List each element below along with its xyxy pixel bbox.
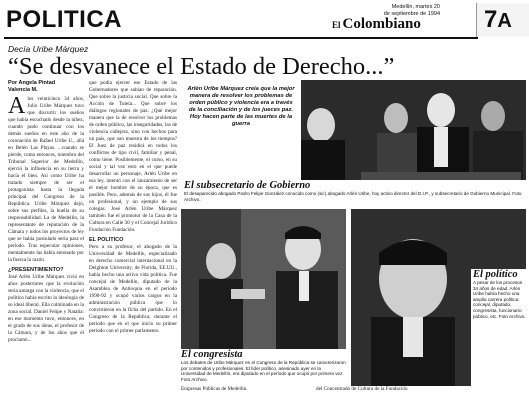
column-2-text-2: Pero a su profesor, el abogado de la Universidad de Medellín, especializado en derecho comercial internacional en la Deighton University, de Florida, EE.UU., había hecho una activa vida política. Fue concejal de Medellín, diputado de la Asamblea de Antioquia en el período 1990-92 y ocupó varios cargos en la administración pública que lo convirtieron en la ficha del partido. En el Congreso de la República, durante el período que en el que inicio su primer periodo con el primer parlamento.: [89, 244, 177, 334]
photo-subsecretario-caption: [181, 180, 526, 204]
caption-title-congresista: El congresista: [181, 349, 243, 360]
photo-subsecretario: [181, 80, 526, 204]
photo-politico: [351, 209, 526, 386]
page-number-digit: 7: [484, 6, 498, 33]
page-number: [484, 6, 512, 34]
photo-politico-caption: [471, 269, 526, 386]
article-byline: [8, 80, 55, 94]
column-2-subhead: EL POLITICO: [89, 237, 124, 243]
column-1-text-2: José Arlén Uribe Márquez vivió en años posteriores que la evolución sería amarga con la violencia, que el político había escrito la ideología de su ideal liberal. Ella culminada en la zona social, Daniel Felipe y Natalia: en ese momento tuvo, entonces, en el grado de sus ideas, el profesor de la Cámara, y de los años que él proclamó...: [8, 274, 84, 343]
drop-cap: A: [8, 96, 26, 119]
pullquote-box: [181, 80, 301, 180]
page-number-letter: A: [497, 10, 512, 32]
photo-congresista: [181, 209, 346, 386]
newspaper-name: [332, 16, 421, 33]
column-1-subhead: ¿PRESENTIMIENTO?: [8, 267, 64, 273]
newspaper-title: Colombiano: [342, 16, 421, 32]
newspaper-prefix: El: [332, 20, 341, 30]
byline-author: Por Angela Pintad: [8, 80, 56, 86]
pullquote-text: Arlén Uribe Márquez creía que la mejor manera de resolver los problemas de orden público y violencia era a través de la conciliación y de los jueces paz. Hoy hacen parte de las muertes de la guerra: [187, 86, 295, 127]
article-column-1: [8, 96, 84, 386]
column-1-text: los veinticinco 34 años, Julio Uribe Márquez tuvo que discurrir los sueños que había escuchado desde la niñez, cuando pudo continuar con los demás sueños en este año de la coronación de Rafael Uribe U., allá en Belén Las Playas. ...cuando se pierde, como entonces, miembro del Tribunal Superior de Medellín, ejerció la influencia en su tierra y hacía el bien. Así como Uribe ha tratado siempre de ser el protagonista hasta la llegada principal del Congreso de la República. Uribe Márquez dejó, sobre sus perfiles, la huella de su responsabilidad. La de Medellín, la representante de reputación de la Cámara y todos los proyectos de ley que se había postulado seria para el período. Tras especular opiniones, mentalmente las había entonado por la fuerza la razón.: [8, 96, 84, 263]
article-kicker: Decía Uribe Márquez: [8, 44, 89, 54]
caption-title-subsecretario: El subsecretario de Gobierno: [184, 180, 311, 191]
bottom-fragment-right: del Concentrado de Cultura de la Fundación: [316, 386, 408, 392]
caption-title-politico: El político: [473, 269, 518, 280]
caption-text-politico: A pesar de los procesos 34 años de edad, Arlén Uribe había hecho una amplia carrera política: concejal, diputado, congresista, funcionario público, etc. Foto Archivo.: [473, 280, 526, 319]
article-headline: “Se desvanece el Estado de Derecho...”: [8, 53, 395, 80]
photo-congresista-caption: [181, 349, 346, 386]
article-column-2: [89, 80, 177, 386]
caption-text-congresista: Los debates de Uribe Márquez en el Congreso de la República se caracterizaron por contenidos y profesionales. El líder político, asesinado ayer en la Universidad de Medellín, era diputado en el período que ocupó por primera vez. Foto Archivo.: [181, 360, 346, 382]
masthead-rule: [4, 37, 478, 39]
dateline-line-1: Medellín, martes 20: [391, 4, 440, 10]
section-title: POLITICA: [6, 6, 122, 33]
bottom-fragment-left: Empresas Públicas de Medellín.: [181, 386, 248, 392]
photo-congresista-image: [181, 209, 346, 349]
dateline-line-2: de septiembre de 1994: [383, 10, 440, 17]
byline-city: Valencia M.: [8, 87, 38, 93]
column-2-text: que podía ejercer ese Estado de las Gobernadores que sabían de reparación. Que sobre la justicia social. Que sobre la Acción de Tutela... Que sobre los diálogos regionales de paz. ¿Qué mejor manera que la de resolver los problemas de orden público, las inseguridades, las de violencia callejera, sino con hechos para un país, que son muestra de los tiempos? El Juez de paz residirá en todos los conflictos de tipo civil, familiar y penal, como tiene. Posiblemente, el curso, en su social y tal vez esto en el que puede desarrollar un personaje, Arlén Uribe en esa ley, intentó con el lanzamiento de ser el mejor hombre de su época, que es posible. Pero, además de sus hijos, él fue un profesional, y un ejemplo de sus colegas. José Arlén Uribe Márquez también fue el promotor de la Casa de la Cultura en Calle 30 y el Concejal Jurídico Fundación Fundación.: [89, 80, 177, 233]
caption-text-subsecretario: El desaparecido abogado Pedro Felipe González conocido como (sic) abogado Arlén Uribe, hoy activo director del D.I.P., y subsecretario de Gobierno Municipal. Foto Archivo.: [184, 191, 522, 202]
